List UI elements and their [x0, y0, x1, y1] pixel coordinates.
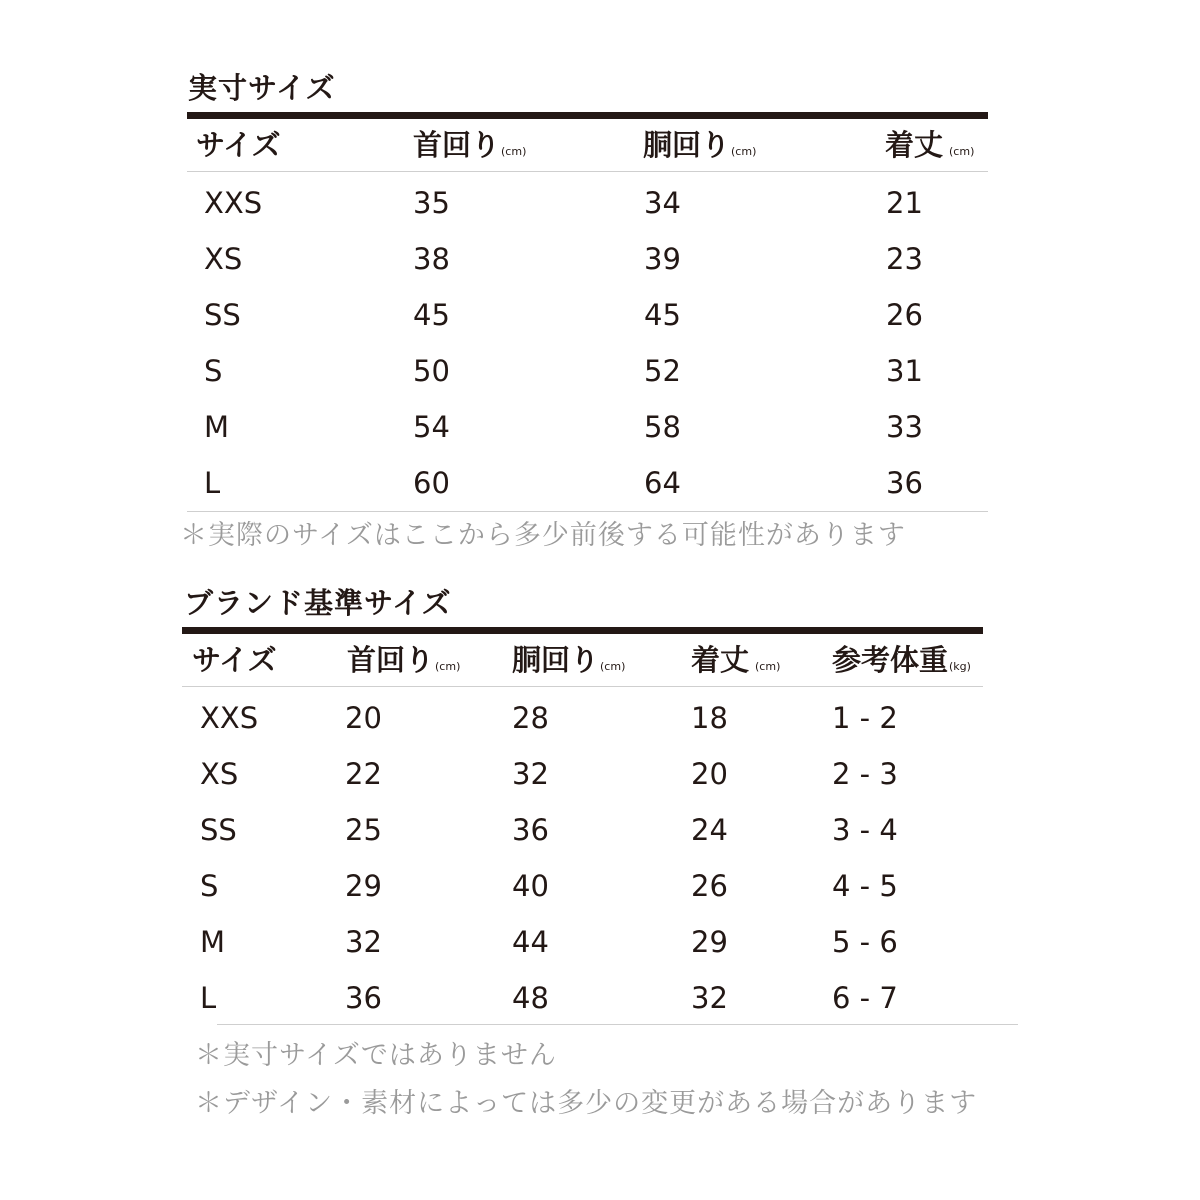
table-cell: 36	[886, 466, 923, 500]
table2-note-2: ＊デザイン・素材によっては多少の変更がある場合があります	[195, 1088, 978, 1119]
table-cell: 20	[345, 701, 382, 735]
table-cell: 29	[691, 925, 728, 959]
header-label: 首回り	[347, 643, 435, 677]
header-unit: (cm)	[501, 145, 527, 158]
table2-header-neck	[347, 643, 461, 677]
table-cell: L	[204, 466, 221, 500]
table-cell: 32	[691, 981, 728, 1015]
table-cell: 33	[886, 410, 923, 444]
header-label: 首回り	[413, 128, 501, 162]
header-label: サイズ	[192, 643, 277, 677]
table-cell: S	[200, 869, 219, 903]
table-cell: 22	[345, 757, 382, 791]
table-cell: 26	[886, 298, 923, 332]
table-cell: 32	[512, 757, 549, 791]
table-cell: 5 - 6	[832, 925, 898, 959]
table-cell: 4 - 5	[832, 869, 898, 903]
table1-header-rule	[187, 112, 988, 119]
table-cell: XXS	[200, 701, 259, 735]
table-cell: 40	[512, 869, 549, 903]
table1-header-size	[196, 128, 281, 162]
table-cell: 28	[512, 701, 549, 735]
table-cell: XXS	[204, 186, 263, 220]
table-cell: 1 - 2	[832, 701, 898, 735]
table2-header-weight	[832, 643, 971, 677]
table2-header-length	[691, 643, 781, 677]
table-cell: SS	[204, 298, 241, 332]
table-cell: 45	[413, 298, 450, 332]
table-cell: 35	[413, 186, 450, 220]
table2-title: ブランド基準サイズ	[184, 586, 452, 620]
table1-title: 実寸サイズ	[188, 71, 336, 105]
header-unit: (cm)	[435, 660, 461, 673]
table-cell: 32	[345, 925, 382, 959]
table-cell: 20	[691, 757, 728, 791]
table-cell: 50	[413, 354, 450, 388]
table-cell: 29	[345, 869, 382, 903]
table-cell: 44	[512, 925, 549, 959]
header-label: 胴回り	[512, 643, 600, 677]
table-cell: 54	[413, 410, 450, 444]
table1-header-chest	[643, 128, 757, 162]
table1-header-divider	[187, 171, 988, 172]
table-cell: 36	[512, 813, 549, 847]
header-unit: (cm)	[600, 660, 626, 673]
table-cell: 39	[644, 242, 681, 276]
table-cell: 60	[413, 466, 450, 500]
table1-bottom-divider	[187, 511, 988, 512]
table2-header-chest	[512, 643, 626, 677]
table-cell: XS	[200, 757, 239, 791]
header-unit: (cm)	[949, 145, 975, 158]
table-cell: 18	[691, 701, 728, 735]
table2-header-divider	[182, 686, 983, 687]
table-cell: M	[200, 925, 226, 959]
header-label: 胴回り	[643, 128, 731, 162]
table-cell: 58	[644, 410, 681, 444]
table-cell: 45	[644, 298, 681, 332]
table-cell: 48	[512, 981, 549, 1015]
table-cell: L	[200, 981, 217, 1015]
table-cell: 34	[644, 186, 681, 220]
header-label: サイズ	[196, 128, 281, 162]
table2-note-1: ＊実寸サイズではありません	[195, 1040, 557, 1071]
table-cell: M	[204, 410, 230, 444]
header-unit: (cm)	[731, 145, 757, 158]
table-cell: 23	[886, 242, 923, 276]
table-cell: 64	[644, 466, 681, 500]
header-unit: (cm)	[755, 660, 781, 673]
table-cell: 36	[345, 981, 382, 1015]
table1-header-length	[885, 128, 975, 162]
table-cell: 38	[413, 242, 450, 276]
table-cell: SS	[200, 813, 237, 847]
table1-header-neck	[413, 128, 527, 162]
table-cell: S	[204, 354, 223, 388]
table-cell: 21	[886, 186, 923, 220]
table-cell: 52	[644, 354, 681, 388]
table-cell: 3 - 4	[832, 813, 898, 847]
table2-header-rule	[182, 627, 983, 634]
header-label: 着丈	[691, 643, 750, 677]
table-cell: 24	[691, 813, 728, 847]
table-cell: 25	[345, 813, 382, 847]
table2-bottom-divider	[217, 1024, 1018, 1025]
table-cell: 2 - 3	[832, 757, 898, 791]
table-cell: XS	[204, 242, 243, 276]
table-cell: 6 - 7	[832, 981, 898, 1015]
table2-header-size	[192, 643, 277, 677]
header-label: 着丈	[885, 128, 944, 162]
table1-note: ＊実際のサイズはここから多少前後する可能性があります	[180, 520, 906, 551]
header-label: 参考体重	[832, 643, 949, 677]
header-unit: (kg)	[949, 660, 971, 673]
table-cell: 31	[886, 354, 923, 388]
table-cell: 26	[691, 869, 728, 903]
